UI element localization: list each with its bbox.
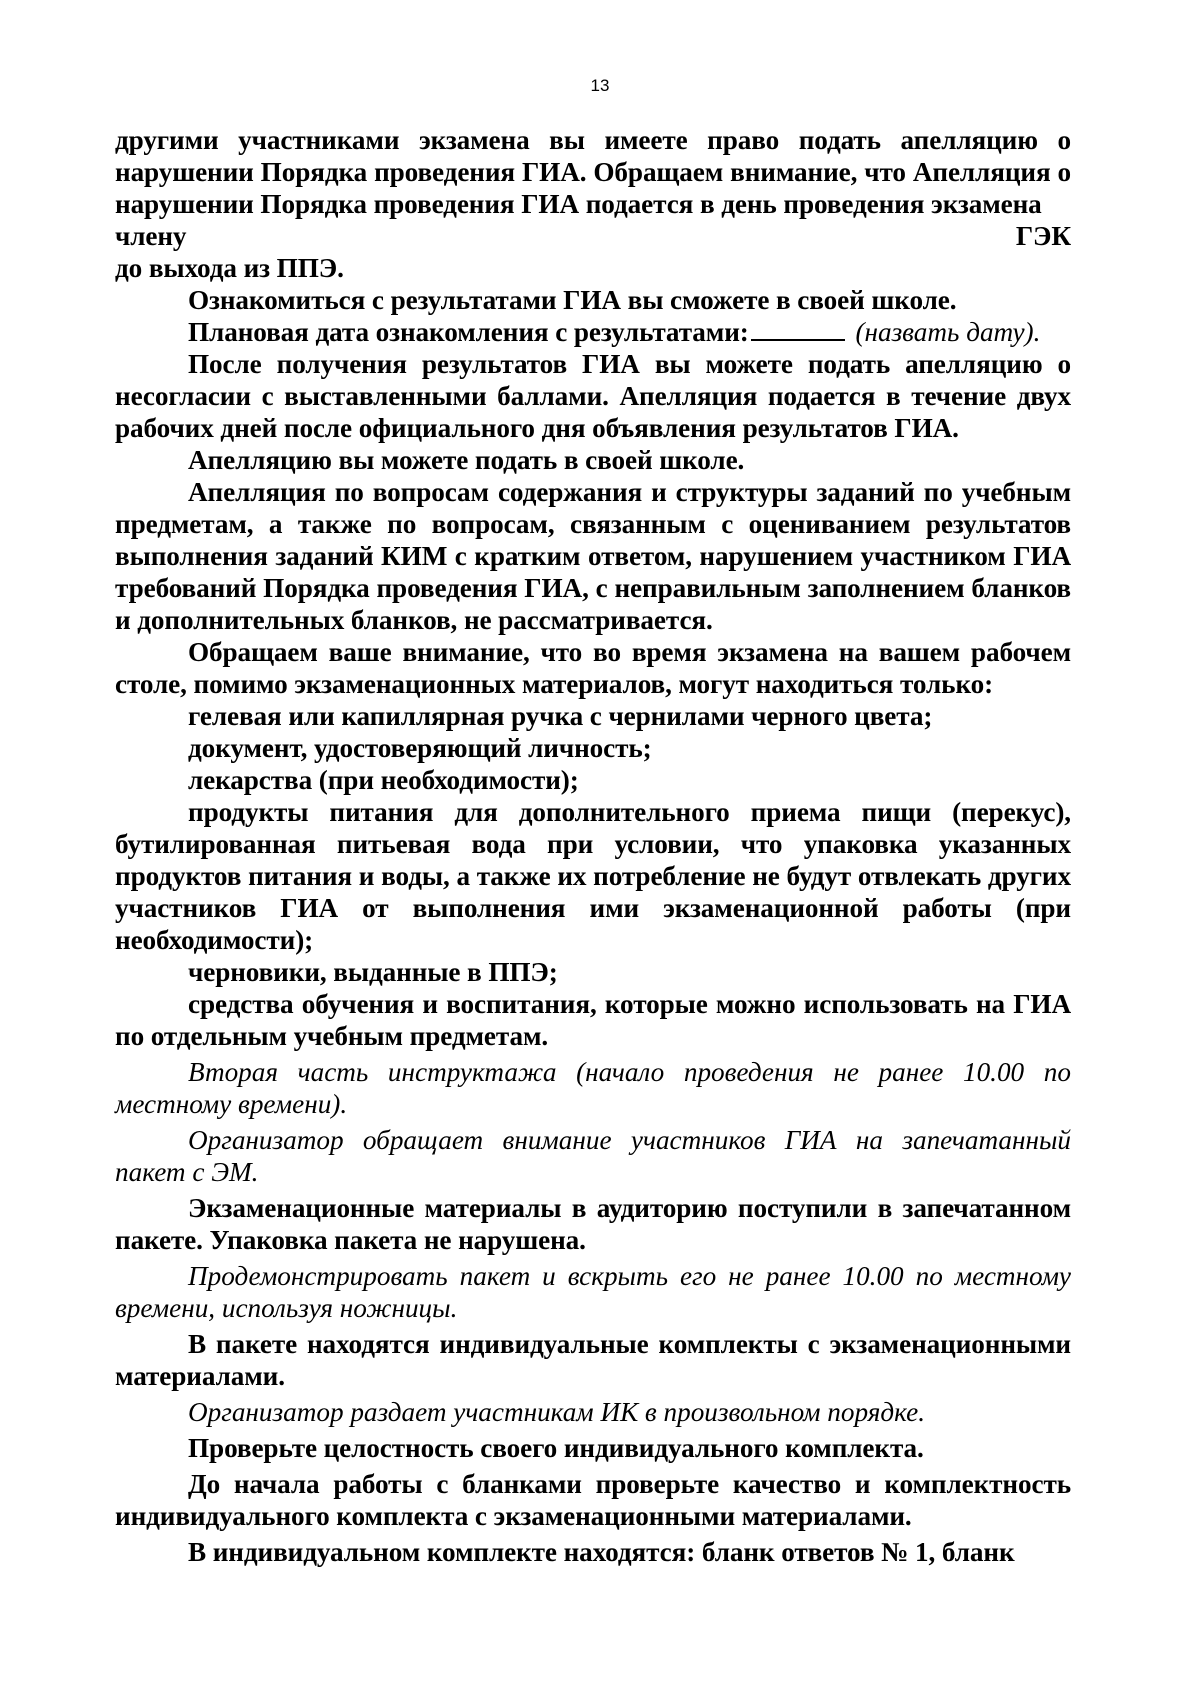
paragraph-results-school: Ознакомиться с результатами ГИА вы сможете в своей школе. <box>188 285 957 315</box>
paragraph-desk-items: Обращаем ваше внимание, что во время экзамена на вашем рабочем столе, помимо экзаменационных материалов, могут находиться только: <box>115 637 1071 699</box>
paragraph-materials-sealed: Экзаменационные материалы в аудиторию поступили в запечатанном пакете. Упаковка пакета не нарушена. <box>115 1193 1071 1255</box>
paragraph-appeal-violation-end: до выхода из ППЭ. <box>115 253 344 283</box>
list-item-pen: гелевая или капиллярная ручка с чернилами черного цвета; <box>188 701 933 731</box>
paragraph-appeal-disagreement: После получения результатов ГИА вы можете подать апелляцию о несогласии с выставленными баллами. Апелляция подается в течение двух рабочих дней после официального дня объявления результатов ГИА. <box>115 349 1071 443</box>
note-second-part: Вторая часть инструктажа (начало проведения не ранее 10.00 по местному времени). <box>115 1057 1071 1119</box>
paragraph-appeal-not-considered: Апелляция по вопросам содержания и структуры заданий по учебным предметам, а также по вопросам, связанным с оцениванием результатов выполнения заданий КИМ с кратким ответом, нарушением участником ГИА требований Порядка проведения ГИА, с неправильным заполнением бланков и дополнительных бланков, не рассматривается. <box>115 477 1071 635</box>
paragraph-appeal-violation-line <box>115 220 1071 252</box>
paragraph-check-quality: До начала работы с бланками проверьте качество и комплектность индивидуального комплекта с экзаменационными материалами. <box>115 1469 1071 1531</box>
paragraph-appeal-school: Апелляцию вы можете подать в своей школе. <box>188 445 745 475</box>
note-sealed-package: Организатор обращает внимание участников ГИА на запечатанный пакет с ЭМ. <box>115 1125 1071 1187</box>
paragraph-check-integrity: Проверьте целостность своего индивидуального комплекта. <box>188 1433 924 1463</box>
list-item-id-document: документ, удостоверяющий личность; <box>188 733 652 763</box>
text-gek: ГЭК <box>1015 221 1071 251</box>
list-item-drafts: черновики, выданные в ППЭ; <box>188 957 558 987</box>
date-blank-line <box>751 317 845 341</box>
page-number: 13 <box>590 76 610 95</box>
paragraph-package-contents: В пакете находятся индивидуальные комплекты с экзаменационными материалами. <box>115 1329 1071 1391</box>
results-date-label: Плановая дата ознакомления с результатами: <box>188 317 749 347</box>
paragraph-kit-contents: В индивидуальном комплекте находятся: бланк ответов № 1, бланк <box>188 1537 1015 1567</box>
list-item-learning-tools: средства обучения и воспитания, которые можно использовать на ГИА по отдельным учебным предметам. <box>115 989 1071 1051</box>
page-content <box>115 124 1071 1568</box>
note-open-package: Продемонстрировать пакет и вскрыть его не ранее 10.00 по местному времени, используя ножницы. <box>115 1261 1071 1323</box>
text-chlenu: члену <box>115 221 187 251</box>
results-date-hint: (назвать дату). <box>855 317 1041 347</box>
note-distribute-kits: Организатор раздает участникам ИК в произвольном порядке. <box>188 1397 926 1427</box>
list-item-food-water: продукты питания для дополнительного приема пищи (перекус), бутилированная питьевая вода при условии, что упаковка указанных продуктов питания и воды, а также их потребление не будут отвлекать других участников ГИА от выполнения ими экзаменационной работы (при необходимости); <box>115 797 1071 955</box>
list-item-medicine: лекарства (при необходимости); <box>188 765 579 795</box>
paragraph-appeal-violation: другими участниками экзамена вы имеете право подать апелляцию о нарушении Порядка проведения ГИА. Обращаем внимание, что Апелляция о нарушении Порядка проведения ГИА подается в день проведения экзамена <box>115 125 1071 219</box>
paragraph-results-date <box>115 316 1071 348</box>
